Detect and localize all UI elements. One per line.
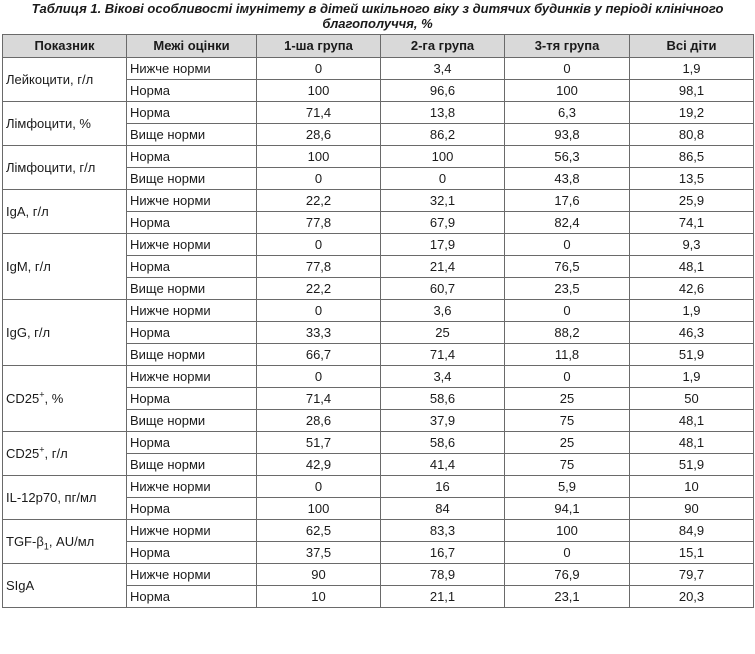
table-row xyxy=(3,102,754,124)
indicator-label: IgM, г/л xyxy=(6,258,51,274)
limit-cell: Норма xyxy=(127,146,257,168)
group-1-value: 77,8 xyxy=(257,256,381,278)
group-2-value: 58,6 xyxy=(381,388,505,410)
all-children-value: 48,1 xyxy=(630,432,754,454)
group-2-value: 21,4 xyxy=(381,256,505,278)
group-2-value: 83,3 xyxy=(381,520,505,542)
all-children-value: 86,5 xyxy=(630,146,754,168)
group-1-value: 66,7 xyxy=(257,344,381,366)
group-3-value: 75 xyxy=(505,454,630,476)
all-children-value: 42,6 xyxy=(630,278,754,300)
group-2-value: 78,9 xyxy=(381,564,505,586)
group-2-value: 3,4 xyxy=(381,366,505,388)
indicator-cell xyxy=(3,564,127,608)
indicator-unit: , г/л xyxy=(44,445,68,461)
indicator-cell xyxy=(3,520,127,564)
limit-cell: Вище норми xyxy=(127,124,257,146)
header-all-children: Всі діти xyxy=(630,35,754,58)
table-row xyxy=(3,476,754,498)
indicator-cell xyxy=(3,102,127,146)
indicator-cell xyxy=(3,300,127,366)
group-2-value: 86,2 xyxy=(381,124,505,146)
limit-cell: Нижче норми xyxy=(127,520,257,542)
all-children-value: 10 xyxy=(630,476,754,498)
limit-cell: Норма xyxy=(127,432,257,454)
group-2-value: 60,7 xyxy=(381,278,505,300)
limit-cell: Норма xyxy=(127,498,257,520)
indicator-subscript: 1 xyxy=(43,541,49,552)
group-2-value: 17,9 xyxy=(381,234,505,256)
group-2-value: 58,6 xyxy=(381,432,505,454)
limit-cell: Нижче норми xyxy=(127,234,257,256)
limit-cell: Нижче норми xyxy=(127,476,257,498)
group-1-value: 0 xyxy=(257,366,381,388)
indicator-label: IgA, г/л xyxy=(6,203,49,219)
group-3-value: 23,1 xyxy=(505,586,630,608)
indicator-superscript: + xyxy=(39,444,45,455)
group-3-value: 82,4 xyxy=(505,212,630,234)
group-3-value: 25 xyxy=(505,432,630,454)
immunity-table xyxy=(2,34,754,608)
indicator-label: IgG, г/л xyxy=(6,324,51,340)
group-3-value: 76,5 xyxy=(505,256,630,278)
table-row xyxy=(3,190,754,212)
limit-cell: Вище норми xyxy=(127,344,257,366)
all-children-value: 25,9 xyxy=(630,190,754,212)
all-children-value: 98,1 xyxy=(630,80,754,102)
all-children-value: 51,9 xyxy=(630,454,754,476)
table-row xyxy=(3,300,754,322)
limit-cell: Вище норми xyxy=(127,168,257,190)
indicator-cell xyxy=(3,58,127,102)
indicator-label: Лімфоцити, г/л xyxy=(6,159,96,175)
group-3-value: 23,5 xyxy=(505,278,630,300)
group-1-value: 22,2 xyxy=(257,278,381,300)
all-children-value: 1,9 xyxy=(630,58,754,80)
group-2-value: 16 xyxy=(381,476,505,498)
indicator-label: CD25 xyxy=(6,445,40,461)
limit-cell: Норма xyxy=(127,256,257,278)
group-1-value: 100 xyxy=(257,498,381,520)
limit-cell: Норма xyxy=(127,212,257,234)
group-3-value: 0 xyxy=(505,300,630,322)
table-row xyxy=(3,564,754,586)
table-row xyxy=(3,520,754,542)
all-children-value: 90 xyxy=(630,498,754,520)
limit-cell: Вище норми xyxy=(127,454,257,476)
table-row xyxy=(3,366,754,388)
indicator-label: SIgA xyxy=(6,577,35,593)
group-3-value: 76,9 xyxy=(505,564,630,586)
group-3-value: 0 xyxy=(505,58,630,80)
all-children-value: 15,1 xyxy=(630,542,754,564)
group-2-value: 71,4 xyxy=(381,344,505,366)
group-3-value: 75 xyxy=(505,410,630,432)
group-1-value: 100 xyxy=(257,146,381,168)
limit-cell: Норма xyxy=(127,542,257,564)
group-3-value: 5,9 xyxy=(505,476,630,498)
all-children-value: 79,7 xyxy=(630,564,754,586)
group-2-value: 41,4 xyxy=(381,454,505,476)
group-2-value: 25 xyxy=(381,322,505,344)
group-1-value: 0 xyxy=(257,234,381,256)
group-1-value: 42,9 xyxy=(257,454,381,476)
limit-cell: Нижче норми xyxy=(127,300,257,322)
limit-cell: Норма xyxy=(127,586,257,608)
group-3-value: 56,3 xyxy=(505,146,630,168)
all-children-value: 13,5 xyxy=(630,168,754,190)
indicator-label: Лейкоцити, г/л xyxy=(6,71,94,87)
group-2-value: 3,6 xyxy=(381,300,505,322)
indicator-unit: , % xyxy=(44,390,64,406)
group-1-value: 33,3 xyxy=(257,322,381,344)
all-children-value: 46,3 xyxy=(630,322,754,344)
limit-cell: Нижче норми xyxy=(127,564,257,586)
group-1-value: 22,2 xyxy=(257,190,381,212)
all-children-value: 9,3 xyxy=(630,234,754,256)
all-children-value: 1,9 xyxy=(630,366,754,388)
group-1-value: 90 xyxy=(257,564,381,586)
all-children-value: 1,9 xyxy=(630,300,754,322)
indicator-superscript: + xyxy=(39,389,45,400)
all-children-value: 80,8 xyxy=(630,124,754,146)
group-3-value: 0 xyxy=(505,542,630,564)
indicator-unit: , AU/мл xyxy=(48,533,95,549)
indicator-cell xyxy=(3,146,127,190)
all-children-value: 84,9 xyxy=(630,520,754,542)
group-3-value: 0 xyxy=(505,234,630,256)
indicator-cell xyxy=(3,190,127,234)
header-group-1: 1-ша група xyxy=(257,35,381,58)
header-limits: Межі оцінки xyxy=(127,35,257,58)
group-1-value: 10 xyxy=(257,586,381,608)
caption-line-1: Таблиця 1. Вікові особливості імунітету в дітей шкільного віку з дитячих будинків у періоді клінічного xyxy=(31,1,724,16)
limit-cell: Вище норми xyxy=(127,278,257,300)
limit-cell: Вище норми xyxy=(127,410,257,432)
all-children-value: 48,1 xyxy=(630,256,754,278)
group-3-value: 100 xyxy=(505,520,630,542)
table-caption xyxy=(0,0,755,34)
all-children-value: 51,9 xyxy=(630,344,754,366)
group-3-value: 17,6 xyxy=(505,190,630,212)
group-2-value: 0 xyxy=(381,168,505,190)
all-children-value: 19,2 xyxy=(630,102,754,124)
group-1-value: 0 xyxy=(257,476,381,498)
limit-cell: Нижче норми xyxy=(127,366,257,388)
group-2-value: 16,7 xyxy=(381,542,505,564)
group-1-value: 0 xyxy=(257,58,381,80)
indicator-cell xyxy=(3,366,127,432)
group-2-value: 3,4 xyxy=(381,58,505,80)
table-header-row xyxy=(3,35,754,58)
group-2-value: 96,6 xyxy=(381,80,505,102)
indicator-cell xyxy=(3,476,127,520)
group-3-value: 25 xyxy=(505,388,630,410)
caption-line-2: благополуччя, % xyxy=(322,16,433,31)
indicator-label: IL-12p70, пг/мл xyxy=(6,489,97,505)
limit-cell: Нижче норми xyxy=(127,58,257,80)
header-group-3: 3-тя група xyxy=(505,35,630,58)
limit-cell: Нижче норми xyxy=(127,190,257,212)
indicator-label: TGF-β xyxy=(6,533,44,549)
indicator-cell xyxy=(3,432,127,476)
limit-cell: Норма xyxy=(127,388,257,410)
group-1-value: 0 xyxy=(257,168,381,190)
indicator-cell xyxy=(3,234,127,300)
all-children-value: 48,1 xyxy=(630,410,754,432)
group-1-value: 37,5 xyxy=(257,542,381,564)
group-3-value: 6,3 xyxy=(505,102,630,124)
group-2-value: 21,1 xyxy=(381,586,505,608)
group-1-value: 71,4 xyxy=(257,102,381,124)
group-1-value: 0 xyxy=(257,300,381,322)
group-1-value: 62,5 xyxy=(257,520,381,542)
group-3-value: 93,8 xyxy=(505,124,630,146)
group-2-value: 13,8 xyxy=(381,102,505,124)
group-2-value: 37,9 xyxy=(381,410,505,432)
all-children-value: 74,1 xyxy=(630,212,754,234)
table-row xyxy=(3,432,754,454)
limit-cell: Норма xyxy=(127,102,257,124)
indicator-label: Лімфоцити, % xyxy=(6,115,91,131)
group-2-value: 67,9 xyxy=(381,212,505,234)
table-row xyxy=(3,146,754,168)
all-children-value: 20,3 xyxy=(630,586,754,608)
group-3-value: 100 xyxy=(505,80,630,102)
group-2-value: 32,1 xyxy=(381,190,505,212)
limit-cell: Норма xyxy=(127,322,257,344)
header-group-2: 2-га група xyxy=(381,35,505,58)
group-1-value: 77,8 xyxy=(257,212,381,234)
group-2-value: 84 xyxy=(381,498,505,520)
table-row xyxy=(3,234,754,256)
group-3-value: 94,1 xyxy=(505,498,630,520)
group-3-value: 11,8 xyxy=(505,344,630,366)
group-1-value: 28,6 xyxy=(257,124,381,146)
group-2-value: 100 xyxy=(381,146,505,168)
header-indicator: Показник xyxy=(3,35,127,58)
group-1-value: 51,7 xyxy=(257,432,381,454)
limit-cell: Норма xyxy=(127,80,257,102)
group-3-value: 0 xyxy=(505,366,630,388)
indicator-label: CD25 xyxy=(6,390,40,406)
group-3-value: 43,8 xyxy=(505,168,630,190)
table-body xyxy=(3,58,754,608)
group-1-value: 100 xyxy=(257,80,381,102)
table-row xyxy=(3,58,754,80)
group-3-value: 88,2 xyxy=(505,322,630,344)
all-children-value: 50 xyxy=(630,388,754,410)
group-1-value: 71,4 xyxy=(257,388,381,410)
group-1-value: 28,6 xyxy=(257,410,381,432)
